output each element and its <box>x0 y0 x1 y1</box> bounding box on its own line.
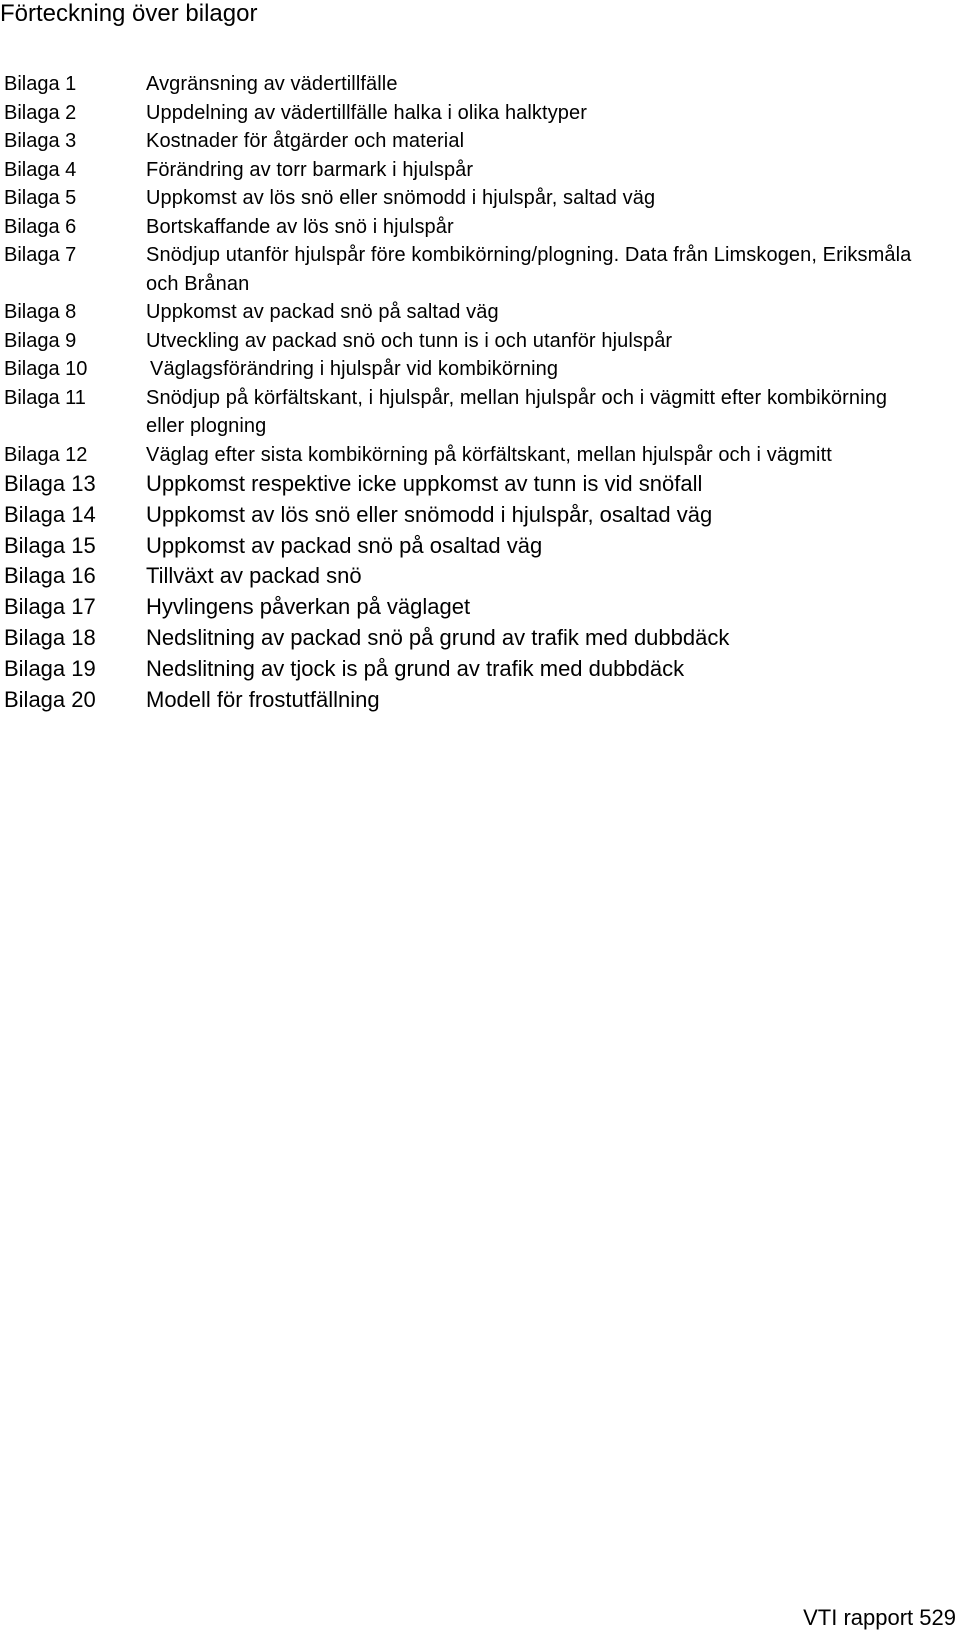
appendix-row <box>0 441 960 470</box>
appendix-label: Bilaga 2 <box>4 101 77 124</box>
appendix-row <box>0 127 960 156</box>
appendix-row <box>0 592 960 623</box>
appendix-label: Bilaga 15 <box>4 532 96 558</box>
appendix-label: Bilaga 19 <box>4 655 96 681</box>
appendix-row <box>0 561 960 592</box>
appendix-row <box>0 241 960 298</box>
appendix-row <box>0 384 960 441</box>
report-footer: VTI rapport 529 <box>803 1605 956 1630</box>
appendix-title: Förändring av torr barmark i hjulspår <box>146 158 474 181</box>
appendix-row <box>0 469 960 500</box>
appendix-label: Bilaga 10 <box>4 358 88 380</box>
appendix-title: Väglag efter sista kombikörning på körfältskant, mellan hjulspår och i vägmitt <box>146 443 832 466</box>
appendix-row <box>0 298 960 327</box>
appendix-title: Snödjup på körfältskant, i hjulspår, mellan hjulspår och i vägmitt efter kombikörning eller plogning <box>146 386 888 437</box>
appendix-title: Snödjup utanför hjulspår före kombikörning/plogning. Data från Limskogen, Eriksmåla och Brånan <box>146 244 912 295</box>
appendix-title: Nedslitning av packad snö på grund av trafik med dubbdäck <box>146 624 730 650</box>
appendix-row <box>0 355 960 384</box>
appendix-title: Uppkomst respektive icke uppkomst av tunn is vid snöfall <box>146 471 703 496</box>
appendix-label: Bilaga 3 <box>4 130 77 152</box>
appendix-label: Bilaga 8 <box>4 301 77 323</box>
appendix-title: Uppkomst av packad snö på osaltad väg <box>146 532 543 558</box>
appendix-label: Bilaga 13 <box>4 471 96 496</box>
appendix-title: Bortskaffande av lös snö i hjulspår <box>146 215 454 238</box>
appendix-row <box>0 99 960 128</box>
appendix-title: Avgränsning av vädertillfälle <box>146 73 398 95</box>
appendix-label: Bilaga 16 <box>4 563 96 589</box>
appendix-label: Bilaga 14 <box>4 501 96 527</box>
appendix-row <box>0 327 960 356</box>
appendix-label: Bilaga 5 <box>4 187 77 209</box>
appendix-row <box>0 500 960 531</box>
appendix-label: Bilaga 17 <box>4 594 96 620</box>
appendix-row <box>0 623 960 654</box>
appendix-label: Bilaga 9 <box>4 329 77 352</box>
appendix-title: Uppkomst av lös snö eller snömodd i hjulspår, saltad väg <box>146 187 656 209</box>
appendix-title: Uppkomst av packad snö på saltad väg <box>146 301 499 323</box>
appendix-row <box>0 184 960 213</box>
appendix-title: Modell för frostutfällning <box>146 686 380 712</box>
appendix-label: Bilaga 11 <box>4 386 86 409</box>
appendix-label: Bilaga 7 <box>4 244 77 266</box>
appendix-label: Bilaga 20 <box>4 686 96 712</box>
appendix-title: Tillväxt av packad snö <box>146 563 362 589</box>
appendix-label: Bilaga 1 <box>4 73 77 95</box>
appendix-title: Uppkomst av lös snö eller snömodd i hjulspår, osaltad väg <box>146 501 713 527</box>
page-title: Förteckning över bilagor <box>0 0 258 27</box>
appendix-title: Utveckling av packad snö och tunn is i och utanför hjulspår <box>146 329 673 352</box>
appendix-title: Uppdelning av vädertillfälle halka i olika halktyper <box>146 101 588 124</box>
appendix-label: Bilaga 18 <box>4 624 96 650</box>
appendix-row <box>0 654 960 685</box>
appendix-row <box>0 685 960 716</box>
appendix-title: Hyvlingens påverkan på väglaget <box>146 594 471 620</box>
appendix-list <box>0 70 960 715</box>
appendix-title: Kostnader för åtgärder och material <box>146 130 465 152</box>
appendix-title: Väglagsförändring i hjulspår vid kombikörning <box>150 358 559 380</box>
appendix-row <box>0 70 960 99</box>
appendix-row <box>0 531 960 562</box>
appendix-row <box>0 213 960 242</box>
appendix-row <box>0 156 960 185</box>
appendix-label: Bilaga 12 <box>4 443 88 466</box>
appendix-label: Bilaga 4 <box>4 158 77 181</box>
appendix-label: Bilaga 6 <box>4 215 77 238</box>
appendix-title: Nedslitning av tjock is på grund av trafik med dubbdäck <box>146 655 685 681</box>
